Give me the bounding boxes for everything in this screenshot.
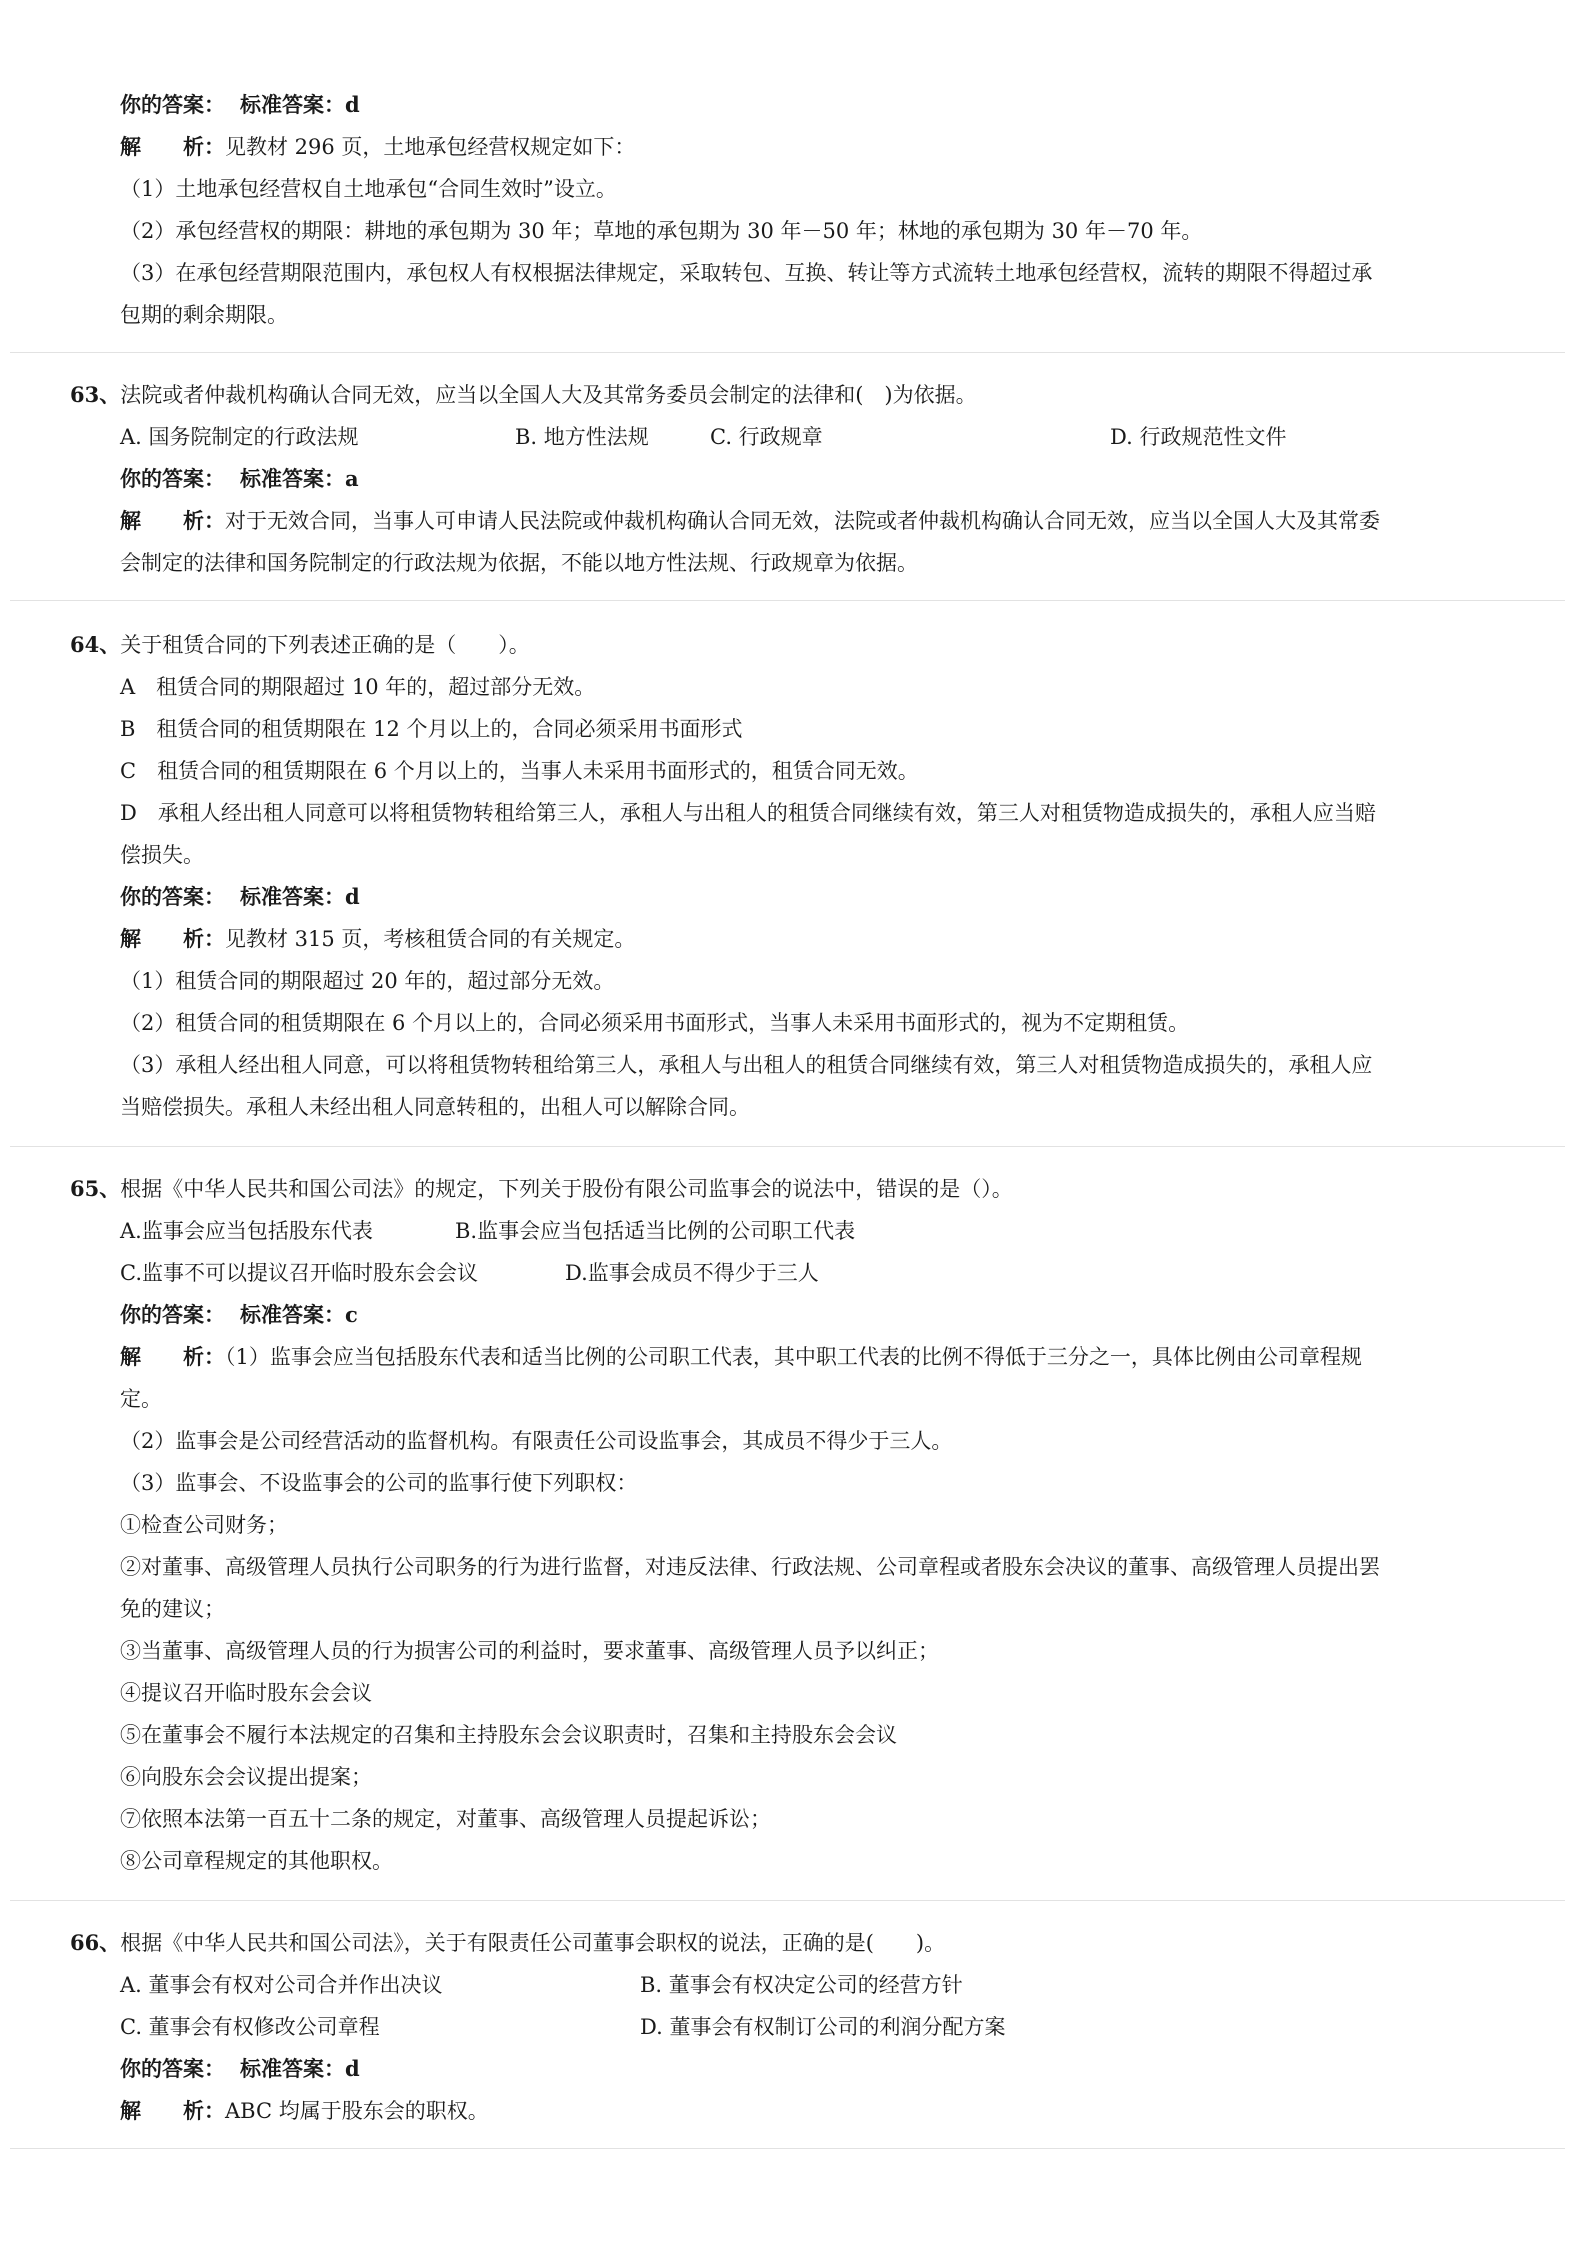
q66-analysis-line: 解 析：ABC 均属于股东会的职权。	[120, 2098, 489, 2123]
q62-analysis-line: （3）在承包经营期限范围内，承包权人有权根据法律规定，采取转包、互换、转让等方式流转土地承包经营权，流转的期限不得超过承	[120, 261, 1373, 285]
q65-analysis-line: 解 析：（1）监事会应当包括股东代表和适当比例的公司职工代表，其中职工代表的比例不得低于三分之一，具体比例由公司章程规	[120, 1344, 1362, 1369]
q62-answer-row	[120, 84, 360, 126]
q65-option-a: A.监事会应当包括股东代表	[120, 1219, 373, 1243]
q66-option-d: D. 董事会有权制订公司的利润分配方案	[640, 2015, 1006, 2039]
q64-option-c: C 租赁合同的租赁期限在 6 个月以上的，当事人未采用书面形式的，租赁合同无效。	[120, 759, 919, 783]
q63-analysis-line: 解 析：对于无效合同，当事人可申请人民法院或仲裁机构确认合同无效，法院或者仲裁机构确认合同无效，应当以全国人大及其常委	[120, 508, 1380, 533]
q65-analysis-line: ⑧公司章程规定的其他职权。	[120, 1849, 393, 1873]
q64-answer-row: 你的答案： 标准答案：d	[120, 884, 360, 909]
q64-option-d-cont: 偿损失。	[120, 843, 204, 867]
q66-standard-answer: d	[345, 2056, 360, 2081]
q63-option-c: C. 行政规章	[710, 425, 823, 449]
q65-option-b: B.监事会应当包括适当比例的公司职工代表	[455, 1219, 856, 1243]
q65-analysis-line: ⑤在董事会不履行本法规定的召集和主持股东会会议职责时，召集和主持股东会会议	[120, 1723, 897, 1747]
question-divider	[10, 1900, 1565, 1901]
q64-option-d: D 承租人经出租人同意可以将租赁物转租给第三人，承租人与出租人的租赁合同继续有效，第三人对租赁物造成损失的，承租人应当赔	[120, 801, 1376, 825]
q64-stem: 64、关于租赁合同的下列表述正确的是（ ）。	[70, 632, 530, 657]
q66-option-a: A. 董事会有权对公司合并作出决议	[120, 1973, 443, 1997]
q65-analysis-line: 免的建议；	[120, 1597, 225, 1621]
q64-analysis-line: （3）承租人经出租人同意，可以将租赁物转租给第三人，承租人与出租人的租赁合同继续有效，第三人对租赁物造成损失的，承租人应	[120, 1053, 1373, 1077]
q66-stem: 66、根据《中华人民共和国公司法》，关于有限责任公司董事会职权的说法，正确的是( )。	[70, 1930, 946, 1955]
standard-answer-label: 标准答案：	[240, 92, 345, 117]
q63-number: 63、	[70, 382, 121, 407]
your-answer-label: 你的答案：	[120, 92, 225, 117]
q64-analysis-line: （2）租赁合同的租赁期限在 6 个月以上的，合同必须采用书面形式，当事人未采用书面形式的，视为不定期租赁。	[120, 1011, 1190, 1035]
q65-analysis-line: 定。	[120, 1387, 162, 1411]
q63-standard-answer: a	[345, 466, 359, 491]
q65-analysis-line: （3）监事会、不设监事会的公司的监事行使下列职权：	[120, 1471, 638, 1495]
question-divider	[10, 2148, 1565, 2149]
q65-analysis-line: （2）监事会是公司经营活动的监督机构。有限责任公司设监事会，其成员不得少于三人。	[120, 1429, 953, 1453]
q63-option-a: A. 国务院制定的行政法规	[120, 425, 359, 449]
q62-analysis-line: 解 析：见教材 296 页，土地承包经营权规定如下：	[120, 134, 636, 159]
q64-analysis-line: （1）租赁合同的期限超过 20 年的，超过部分无效。	[120, 969, 615, 993]
q65-stem: 65、根据《中华人民共和国公司法》的规定，下列关于股份有限公司监事会的说法中，错误的是（）。	[70, 1176, 1013, 1201]
q65-analysis-line: ⑥向股东会会议提出提案；	[120, 1765, 372, 1789]
q63-option-d: D. 行政规范性文件	[1110, 425, 1287, 449]
q65-analysis-line: ④提议召开临时股东会会议	[120, 1681, 372, 1705]
question-divider	[10, 352, 1565, 353]
q65-analysis-line: ②对董事、高级管理人员执行公司职务的行为进行监督，对违反法律、行政法规、公司章程或者股东会决议的董事、高级管理人员提出罢	[120, 1555, 1380, 1579]
q62-analysis-line: 包期的剩余期限。	[120, 303, 288, 327]
q65-answer-row: 你的答案： 标准答案：c	[120, 1302, 358, 1327]
q65-standard-answer: c	[345, 1302, 358, 1327]
q62-standard-answer: d	[345, 92, 360, 117]
q65-analysis-line: ⑦依照本法第一百五十二条的规定，对董事、高级管理人员提起诉讼；	[120, 1807, 771, 1831]
q62-analysis-line: （1）土地承包经营权自土地承包“合同生效时”设立。	[120, 177, 617, 201]
q64-option-b: B 租赁合同的租赁期限在 12 个月以上的，合同必须采用书面形式	[120, 717, 743, 741]
q65-option-d: D.监事会成员不得少于三人	[565, 1261, 819, 1285]
q65-analysis-line: ①检查公司财务；	[120, 1513, 288, 1537]
analysis-label: 解 析：	[120, 134, 225, 159]
q63-analysis-line: 会制定的法律和国务院制定的行政法规为依据，不能以地方性法规、行政规章为依据。	[120, 551, 918, 575]
q64-option-a: A 租赁合同的期限超过 10 年的，超过部分无效。	[120, 675, 596, 699]
q66-option-b: B. 董事会有权决定公司的经营方针	[640, 1973, 963, 1997]
question-divider	[10, 1146, 1565, 1147]
q63-option-b: B. 地方性法规	[515, 425, 649, 449]
q65-number: 65、	[70, 1176, 121, 1201]
question-divider	[10, 600, 1565, 601]
q64-analysis-line: 解 析：见教材 315 页，考核租赁合同的有关规定。	[120, 926, 636, 951]
q63-stem: 63、法院或者仲裁机构确认合同无效，应当以全国人大及其常务委员会制定的法律和( )为依据。	[70, 382, 977, 407]
q63-answer-row: 你的答案： 标准答案：a	[120, 466, 359, 491]
q65-option-c: C.监事不可以提议召开临时股东会会议	[120, 1261, 478, 1285]
q66-option-c: C. 董事会有权修改公司章程	[120, 2015, 380, 2039]
q66-number: 66、	[70, 1930, 121, 1955]
q65-analysis-line: ③当董事、高级管理人员的行为损害公司的利益时，要求董事、高级管理人员予以纠正；	[120, 1639, 939, 1663]
q64-number: 64、	[70, 632, 121, 657]
q64-standard-answer: d	[345, 884, 360, 909]
q66-answer-row: 你的答案： 标准答案：d	[120, 2056, 360, 2081]
q62-analysis-line: （2）承包经营权的期限：耕地的承包期为 30 年；草地的承包期为 30 年－50 年；林地的承包期为 30 年－70 年。	[120, 219, 1203, 243]
q64-analysis-line: 当赔偿损失。承租人未经出租人同意转租的，出租人可以解除合同。	[120, 1095, 750, 1119]
